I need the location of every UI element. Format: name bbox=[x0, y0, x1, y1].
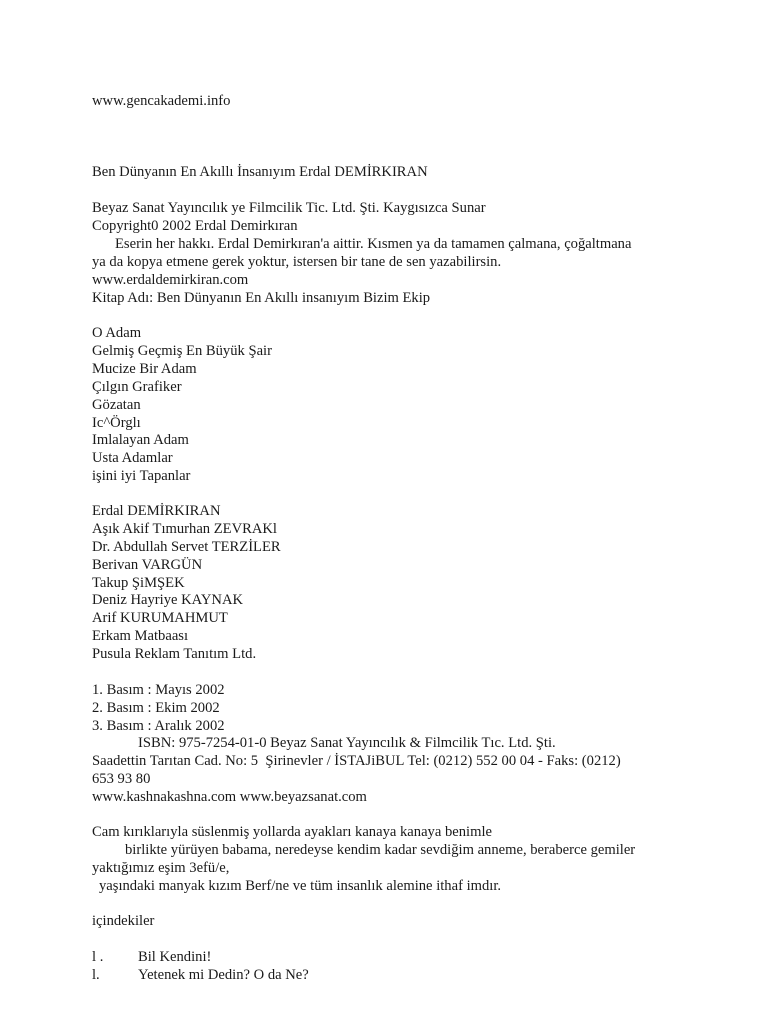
dedication-line: yaktığımız eşim 3efü/e, bbox=[92, 860, 230, 876]
team-role: Imlalayan Adam bbox=[92, 432, 189, 448]
address-line: Saadettin Tarıtan Cad. No: 5 Şirinevler / İSTAJiBUL Tel: (0212) 552 00 04 - Faks: (0212) bbox=[92, 753, 621, 769]
dedication-line: yaşındaki manyak kızım Berf/ne ve tüm insanlık alemine ithaf imdır. bbox=[99, 878, 502, 894]
book-name-line: Kitap Adı: Ben Dünyanın En Akıllı insanıyım Bizim Ekip bbox=[92, 290, 431, 306]
toc-title: Bil Kendini! bbox=[138, 949, 212, 965]
toc-number: l. bbox=[92, 967, 100, 983]
team-role: O Adam bbox=[92, 325, 142, 341]
team-name: Deniz Hayriye KAYNAK bbox=[92, 592, 244, 608]
team-role: Mucize Bir Adam bbox=[92, 361, 197, 377]
team-role: Çılgın Grafiker bbox=[92, 379, 182, 395]
edition-line: 2. Basım : Ekim 2002 bbox=[92, 700, 220, 716]
team-role: işini iyi Tapanlar bbox=[92, 468, 191, 484]
toc-heading: içindekiler bbox=[92, 913, 155, 929]
copyright-line: Copyright0 2002 Erdal Demirkıran bbox=[92, 218, 298, 234]
team-role: Ic^Örglı bbox=[92, 415, 141, 431]
team-name: Erkam Matbaası bbox=[92, 628, 189, 644]
team-name: Erdal DEMİRKIRAN bbox=[92, 503, 221, 519]
website-url: www.gencakademi.info bbox=[92, 93, 231, 109]
toc-title: Yetenek mi Dedin? O da Ne? bbox=[138, 967, 309, 983]
dedication-line: Cam kırıklarıyla süslenmiş yollarda ayakları kanaya kanaya benimle bbox=[92, 824, 492, 840]
team-role: Gelmiş Geçmiş En Büyük Şair bbox=[92, 343, 272, 359]
team-role: Usta Adamlar bbox=[92, 450, 173, 466]
dedication-line: birlikte yürüyen babama, neredeyse kendim kadar sevdiğim anneme, beraberce gemiler bbox=[125, 842, 636, 858]
team-name: Berivan VARGÜN bbox=[92, 557, 203, 573]
edition-line: 1. Basım : Mayıs 2002 bbox=[92, 682, 225, 698]
team-name: Takup ŞiMŞEK bbox=[92, 575, 185, 591]
isbn-line: ISBN: 975-7254-01-0 Beyaz Sanat Yayıncılık & Filmcilik Tıc. Ltd. Şti. bbox=[138, 735, 556, 751]
rights-line-2: ya da kopya etmene gerek yoktur, istersen bir tane de sen yazabilirsin. bbox=[92, 254, 502, 270]
team-name: Aşık Akif Tımurhan ZEVRAKl bbox=[92, 521, 277, 537]
team-name: Dr. Abdullah Servet TERZİLER bbox=[92, 539, 281, 555]
publisher-line: Beyaz Sanat Yayıncılık ye Filmcilik Tic. Ltd. Şti. Kaygısızca Sunar bbox=[92, 200, 486, 216]
rights-line-1: Eserin her hakkı. Erdal Demirkıran'a aittir. Kısmen ya da tamamen çalmana, çoğaltmana bbox=[115, 236, 632, 252]
book-title-line: Ben Dünyanın En Akıllı İnsanıyım Erdal DEMİRKIRAN bbox=[92, 164, 428, 180]
publisher-websites: www.kashnakashna.com www.beyazsanat.com bbox=[92, 789, 367, 805]
author-website: www.erdaldemirkiran.com bbox=[92, 272, 249, 288]
toc-number: l . bbox=[92, 949, 104, 965]
edition-line: 3. Basım : Aralık 2002 bbox=[92, 718, 225, 734]
team-role: Gözatan bbox=[92, 397, 141, 413]
team-name: Pusula Reklam Tanıtım Ltd. bbox=[92, 646, 257, 662]
address-line: 653 93 80 bbox=[92, 771, 151, 787]
team-name: Arif KURUMAHMUT bbox=[92, 610, 228, 626]
